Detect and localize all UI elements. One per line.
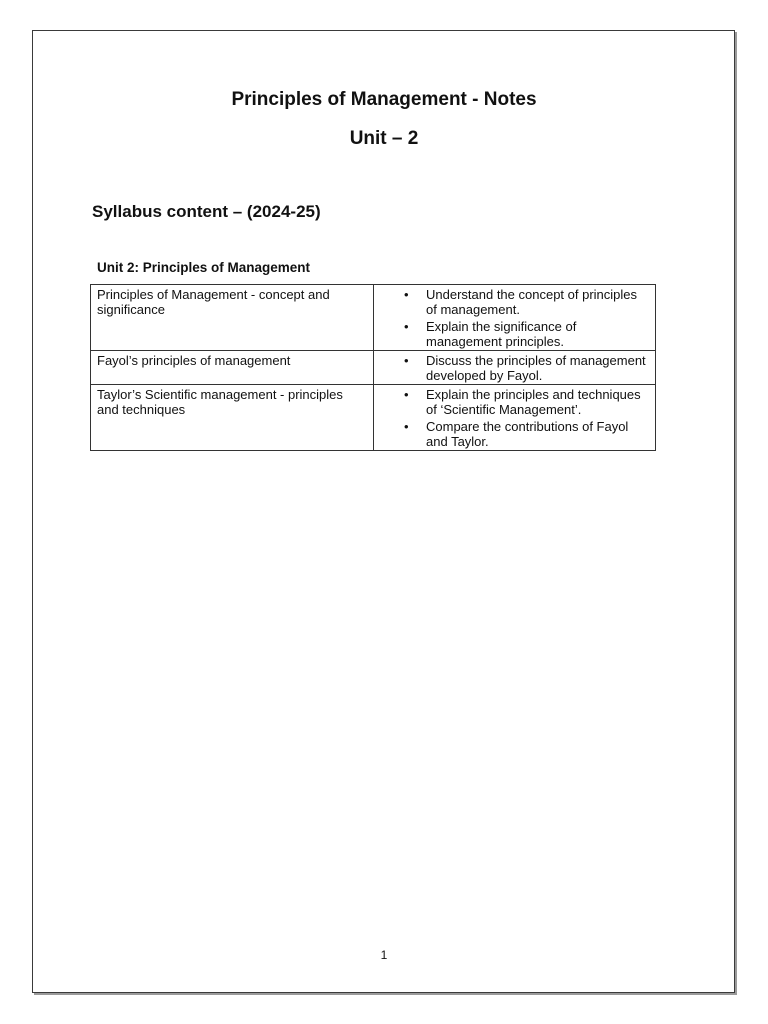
list-item <box>374 287 649 317</box>
table-caption: Unit 2: Principles of Management <box>97 260 311 275</box>
objectives-list <box>374 353 649 383</box>
bullet-icon: • <box>404 319 409 334</box>
topic-cell: Taylor’s Scientific management - principles and techniques <box>91 385 374 451</box>
list-item <box>374 419 649 449</box>
table-row <box>91 385 656 451</box>
table-row <box>91 351 656 385</box>
list-item <box>374 353 649 383</box>
bullet-icon: • <box>404 353 409 368</box>
document-title: Principles of Management - Notes <box>231 89 537 110</box>
objectives-list <box>374 287 649 349</box>
bullet-icon: • <box>404 419 409 434</box>
syllabus-table <box>90 284 656 451</box>
objective-text: Explain the principles and techniques of ‘Scientific Management’. <box>426 387 641 417</box>
table-row <box>91 285 656 351</box>
objectives-cell <box>374 285 656 351</box>
objectives-list <box>374 387 649 449</box>
list-item <box>374 319 649 349</box>
objectives-cell <box>374 385 656 451</box>
bullet-icon: • <box>404 387 409 402</box>
topic-cell: Principles of Management - concept and significance <box>91 285 374 351</box>
syllabus-heading: Syllabus content – (2024-25) <box>92 202 321 221</box>
page-border <box>32 30 735 993</box>
objectives-cell <box>374 351 656 385</box>
objective-text: Explain the significance of management principles. <box>426 319 577 349</box>
objective-text: Discuss the principles of management developed by Fayol. <box>426 353 646 383</box>
topic-cell: Fayol’s principles of management <box>91 351 374 385</box>
objective-text: Compare the contributions of Fayol and Taylor. <box>426 419 629 449</box>
objective-text: Understand the concept of principles of management. <box>426 287 638 317</box>
unit-title: Unit – 2 <box>349 128 419 149</box>
list-item <box>374 387 649 417</box>
page-number: 1 <box>380 948 388 962</box>
bullet-icon: • <box>404 287 409 302</box>
